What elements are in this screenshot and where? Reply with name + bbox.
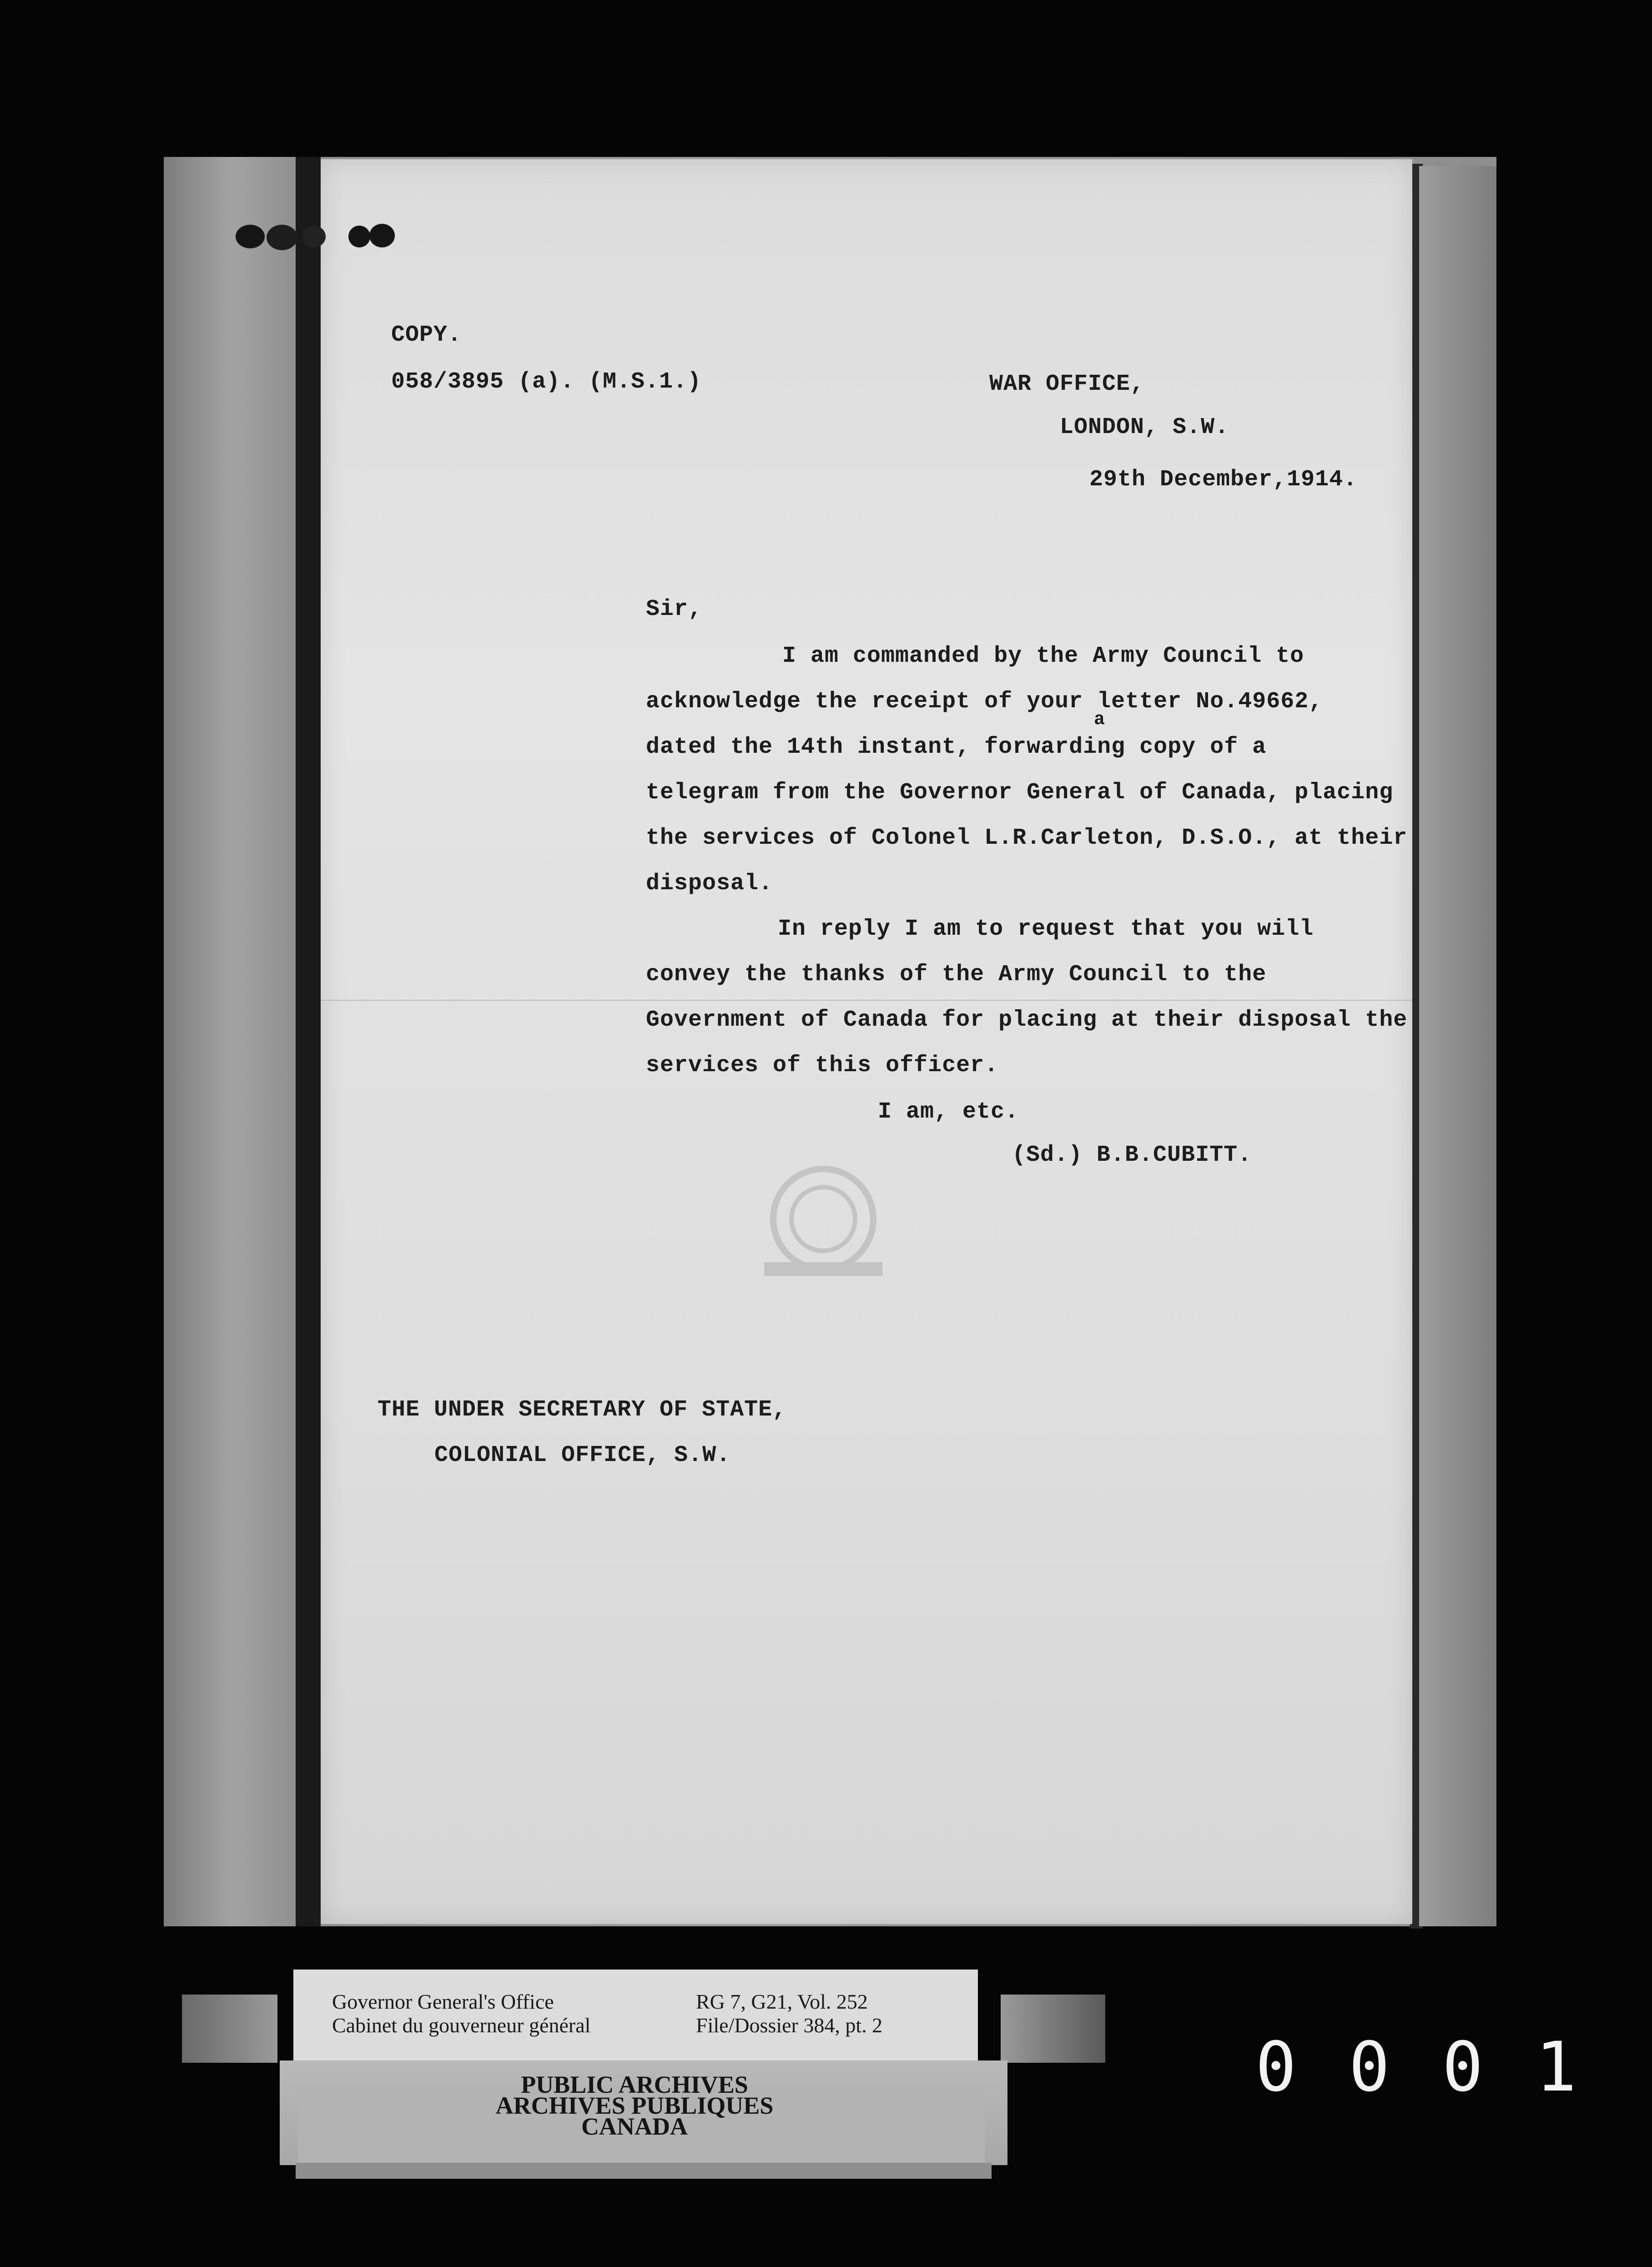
copy-heading: COPY.	[391, 322, 462, 348]
body-line: Government of Canada for placing at their disposal the	[646, 1007, 1408, 1033]
sender-location: LONDON, S.W.	[1060, 414, 1229, 440]
archives-line-1: PUBLIC ARCHIVES	[521, 2071, 748, 2098]
letter-date: 29th December,1914.	[1089, 467, 1358, 493]
file-reference: File/Dossier 384, pt. 2	[696, 2014, 883, 2037]
body-line: services of this officer.	[646, 1053, 999, 1078]
archives-stamp-label	[280, 2060, 1007, 2165]
body-line: acknowledge the receipt of your letter No.49662,	[646, 689, 1323, 715]
closing: I am, etc.	[878, 1099, 1019, 1125]
body-line: convey the thanks of the Army Council to the	[646, 962, 1267, 987]
body-line: I am commanded by the Army Council to	[782, 643, 1304, 669]
fold-line	[321, 1000, 1412, 1001]
reference-number: 058/3895 (a). (M.S.1.)	[391, 369, 702, 395]
watermark-crest-icon	[719, 1164, 928, 1283]
record-group-reference: RG 7, G21, Vol. 252	[696, 1990, 868, 2013]
label-left-stub	[182, 1995, 277, 2063]
body-line: the services of Colonel L.R.Carleton, D.S.O., at their	[646, 825, 1408, 851]
signature: (Sd.) B.B.CUBITT.	[1012, 1142, 1252, 1168]
archives-line-3: CANADA	[581, 2113, 688, 2140]
frame-number: 0001	[1255, 2028, 1629, 2107]
office-name-en: Governor General's Office	[332, 1990, 554, 2013]
punch-holes-icon	[230, 218, 421, 255]
archive-reference-label	[293, 1970, 978, 2060]
label-right-stub	[1001, 1995, 1105, 2063]
binding-edge	[296, 157, 321, 1926]
office-name-fr: Cabinet du gouverneur général	[332, 2014, 591, 2037]
handwritten-insertion: a	[1094, 710, 1105, 730]
body-line: dated the 14th instant, forwarding copy of a	[646, 734, 1267, 760]
addressee-line-1: THE UNDER SECRETARY OF STATE,	[378, 1397, 787, 1423]
salutation: Sir,	[646, 596, 703, 622]
addressee-line-2: COLONIAL OFFICE, S.W.	[434, 1442, 731, 1468]
sender-office: WAR OFFICE,	[989, 371, 1145, 397]
body-line: telegram from the Governor General of Canada, placing	[646, 780, 1394, 806]
label-bottom-strip	[296, 2163, 992, 2179]
archives-line-2: ARCHIVES PUBLIQUES	[495, 2092, 774, 2119]
document-page	[321, 159, 1412, 1924]
body-line: disposal.	[646, 871, 773, 897]
right-backing-strip	[1419, 166, 1496, 1926]
body-line: In reply I am to request that you will	[778, 916, 1314, 942]
left-backing-strip	[164, 157, 314, 1926]
